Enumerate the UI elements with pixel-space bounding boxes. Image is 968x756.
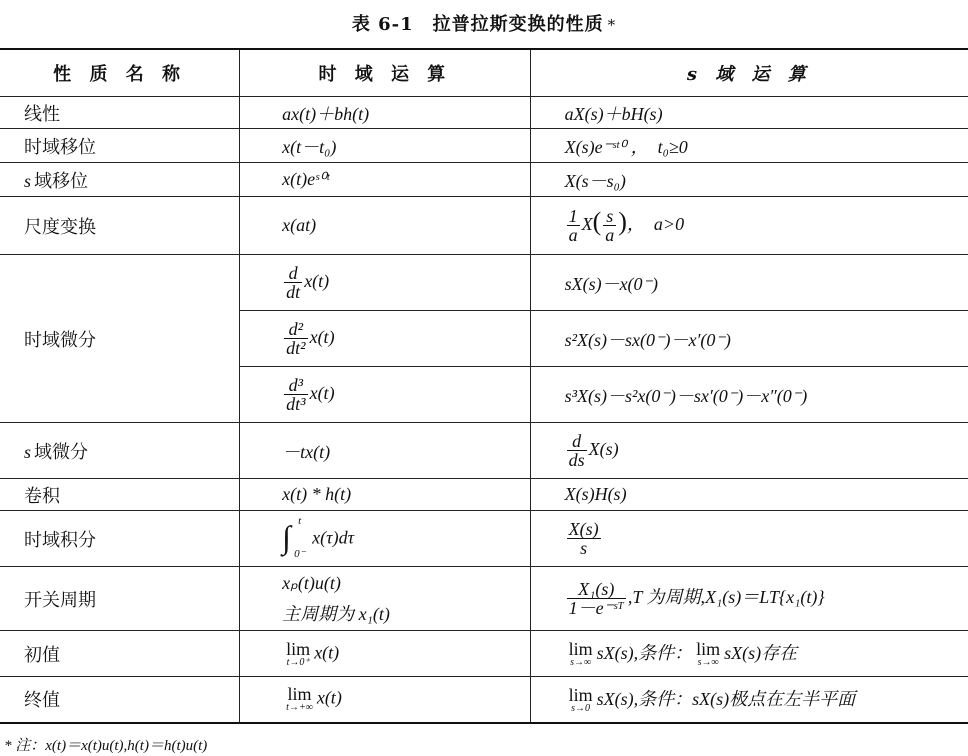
time-domain-op: －tx(t) <box>282 441 331 462</box>
header-property: 性 质 名 称 <box>0 49 240 97</box>
time-domain-op: x(at) <box>282 215 317 235</box>
time-domain-op: lim t→+∞ x(t) <box>240 677 530 723</box>
s-domain-op: $\frac{d}{ds}$ X(s) <box>530 423 968 479</box>
asterisk-mark: * <box>607 16 617 34</box>
time-domain-op: xₚ(t)u(t) 主周期为 x₁(t) <box>240 567 530 631</box>
table-row <box>0 197 968 255</box>
time-domain-op: x(t)eˢ⁰ᵗ <box>282 169 330 189</box>
s-domain-op: X(s)H(s) <box>564 484 627 504</box>
s-domain-op: s³X(s)－s²x(0⁻)－sx′(0⁻)－x″(0⁻) <box>564 385 808 406</box>
integral-icon: ∫ <box>282 518 291 555</box>
table-row <box>0 567 968 631</box>
header-time-domain: 时 域 运 算 <box>240 49 530 97</box>
s-domain-op: s²X(s)－sx(0⁻)－x′(0⁻) <box>564 329 731 350</box>
table-row <box>0 479 968 511</box>
property-name: 线性 <box>0 97 240 129</box>
left-paren-icon: ( <box>592 207 602 236</box>
time-domain-op: ax(t)＋bh(t) <box>282 103 370 124</box>
table-title: 表 6-1 拉普拉斯变换的性质 * <box>351 14 617 35</box>
property-name: 尺度变换 <box>0 197 240 255</box>
s-domain-op: $\frac{1}{a}$ X( $\frac{s}{a}$ )， a>0 <box>530 197 968 255</box>
table-row <box>0 631 968 677</box>
right-paren-icon: ) <box>618 207 627 236</box>
s-domain-op: lim s→∞ sX(s),条件： lim s→∞ sX(s)存在 <box>530 631 968 677</box>
property-name: 时域积分 <box>0 511 240 567</box>
time-domain-op: ∫ t 0⁻ x(τ)dτ <box>240 511 530 567</box>
s-domain-op: sX(s)－x(0⁻) <box>564 273 659 294</box>
time-domain-op: x(t－t₀) <box>282 136 337 157</box>
property-name: 终值 <box>0 677 240 723</box>
table-row <box>0 511 968 567</box>
property-name: 时域微分 <box>0 255 240 423</box>
property-name: 时域移位 <box>0 129 240 163</box>
s-domain-op: $\frac{X(s)}{s}$ <box>530 511 968 567</box>
table-row <box>0 255 968 311</box>
footnote: * 注：x(t)＝x(t)u(t),h(t)＝h(t)u(t) <box>4 738 208 754</box>
time-domain-op: x(t) * h(t) <box>282 484 352 504</box>
s-domain-op: X(s－s₀) <box>564 170 626 191</box>
s-domain-op: aX(s)＋bH(s) <box>564 103 663 124</box>
laplace-properties-table <box>0 48 968 724</box>
s-domain-op: $\frac{\text{X₁(s)}}{\text{1－e⁻ˢᵀ}}$ ,T 为周期,X₁(s)＝LT{x₁(t)} <box>530 567 968 631</box>
time-domain-op: lim t→0⁺ x(t) <box>240 631 530 677</box>
table-header-row <box>0 49 968 97</box>
property-name: s 域微分 <box>0 423 240 479</box>
table-row <box>0 423 968 479</box>
table-row <box>0 129 968 163</box>
table-row <box>0 97 968 129</box>
property-name: 初值 <box>0 631 240 677</box>
table-row <box>0 163 968 197</box>
property-name: 开关周期 <box>0 567 240 631</box>
s-domain-op: lim s→0 sX(s),条件：sX(s)极点在左半平面 <box>530 677 968 723</box>
header-s-domain: s 域 运 算 <box>530 49 968 97</box>
s-domain-op: X(s)e⁻ˢᵗ⁰ ， t₀≥0 <box>564 136 688 157</box>
time-domain-op: $\frac{\text{d²}}{\text{dt²}}$ x(t) <box>240 311 530 367</box>
property-name: s 域移位 <box>0 163 240 197</box>
table-row <box>0 677 968 723</box>
time-domain-op: $\frac{d}{dt}$ x(t) <box>240 255 530 311</box>
time-domain-op: $\frac{\text{d³}}{\text{dt³}}$ x(t) <box>240 367 530 423</box>
property-name: 卷积 <box>0 479 240 511</box>
